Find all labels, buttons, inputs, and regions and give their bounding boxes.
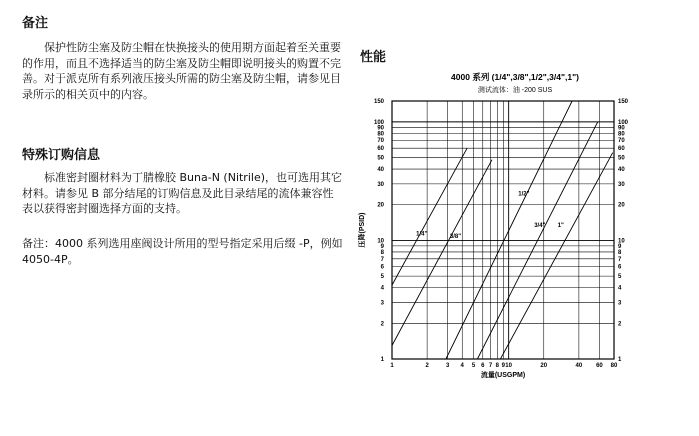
x-tick-label: 10 bbox=[505, 363, 512, 369]
x-tick-label: 80 bbox=[610, 363, 618, 369]
x-tick-label: 60 bbox=[596, 363, 603, 369]
y-tick-label: 4 bbox=[380, 285, 384, 292]
notes-title: 备注 bbox=[22, 16, 49, 31]
y-tick-label: 80 bbox=[377, 131, 384, 138]
y-tick-label-right: 4 bbox=[618, 285, 622, 292]
series-label: 3/4" bbox=[534, 222, 546, 229]
y-tick-label-right: 6 bbox=[618, 264, 622, 271]
series-line bbox=[392, 160, 492, 346]
y-tick-label-right: 9 bbox=[618, 243, 622, 250]
y-tick-label: 90 bbox=[377, 125, 384, 132]
y-tick-label-right: 7 bbox=[618, 256, 622, 263]
y-tick-label-right: 10 bbox=[618, 238, 625, 245]
x-axis-label: 流量(USGPM) bbox=[480, 372, 526, 379]
y-tick-label-right: 50 bbox=[618, 155, 625, 162]
y-tick-label-right: 80 bbox=[618, 131, 625, 138]
y-tick-label: 5 bbox=[380, 274, 384, 281]
y-tick-label: 6 bbox=[380, 264, 384, 271]
y-tick-label-right: 2 bbox=[618, 321, 622, 328]
x-tick-label: 3 bbox=[445, 363, 450, 369]
x-tick-label: 1 bbox=[390, 363, 394, 369]
series-label: 1/4" bbox=[416, 231, 428, 238]
x-tick-label: 9 bbox=[501, 363, 505, 369]
y-tick-label-right: 60 bbox=[618, 146, 625, 153]
y-tick-label-right: 20 bbox=[618, 202, 625, 209]
plot-frame bbox=[392, 101, 614, 359]
series-group bbox=[392, 101, 613, 359]
x-tick-label: 8 bbox=[495, 363, 500, 369]
y-tick-label-right: 3 bbox=[618, 300, 622, 307]
y-tick-label: 60 bbox=[377, 146, 384, 153]
chart-subtitle: 测试流体：油 -200 SUS bbox=[477, 87, 553, 94]
series-label: 1/2" bbox=[518, 191, 530, 198]
y-tick-label: 30 bbox=[377, 181, 384, 188]
y-tick-label: 20 bbox=[377, 202, 384, 209]
x-tick-label: 4 bbox=[460, 363, 464, 369]
chart-svg bbox=[352, 64, 699, 436]
y-tick-label-right: 40 bbox=[618, 167, 625, 174]
x-tick-label: 6 bbox=[481, 363, 485, 369]
y-tick-label: 1 bbox=[380, 357, 384, 363]
y-tick-label: 10 bbox=[377, 238, 384, 245]
y-tick-label: 150 bbox=[373, 99, 384, 105]
y-tick-label: 2 bbox=[380, 321, 384, 328]
y-tick-label-right: 5 bbox=[618, 274, 622, 281]
y-tick-label-right: 1 bbox=[618, 357, 622, 363]
series-label: 3/8" bbox=[449, 233, 462, 240]
y-tick-label: 8 bbox=[380, 249, 384, 256]
y-tick-label: 100 bbox=[373, 119, 384, 126]
y-tick-label: 50 bbox=[377, 155, 384, 162]
y-tick-label-right: 90 bbox=[618, 125, 625, 132]
y-tick-label-right: 30 bbox=[618, 181, 625, 188]
y-tick-label-right: 8 bbox=[618, 249, 622, 256]
y-tick-label: 7 bbox=[380, 256, 384, 263]
grid bbox=[392, 101, 614, 359]
y-tick-label-right: 150 bbox=[618, 99, 629, 105]
y-tick-label: 70 bbox=[377, 138, 384, 145]
series-line bbox=[392, 148, 467, 285]
y-tick-label: 9 bbox=[380, 243, 384, 250]
chart-title: 4000 系列 (1/4",3/8",1/2",3/4",1") bbox=[451, 72, 579, 82]
tick-labels bbox=[374, 99, 629, 369]
x-tick-label: 20 bbox=[540, 363, 548, 369]
series-label: 1" bbox=[557, 222, 564, 229]
x-tick-label: 5 bbox=[471, 363, 476, 369]
y-tick-label: 40 bbox=[377, 167, 384, 174]
model-remark: 备注：4000 系列选用座阀设计所用的型号指定采用后缀 -P，例如 4050-4P。 bbox=[22, 237, 343, 266]
pressure-drop-chart bbox=[352, 64, 699, 436]
performance-title: 性能 bbox=[360, 50, 387, 65]
x-tick-label: 7 bbox=[488, 363, 493, 369]
notes-body: 保护性防尘塞及防尘帽在快换接头的使用期方面起着至关重要的作用，而且不选择适当的防尘塞及防尘帽即说明接头的购置不完善。对于派克所有系列液压接头所需的防尘塞及防尘帽，请参见目录所示的相关页中的内容。 bbox=[22, 41, 341, 101]
special-order-title: 特殊订购信息 bbox=[22, 148, 101, 163]
y-axis-label: 压降(PSID) bbox=[359, 212, 366, 248]
y-tick-label-right: 70 bbox=[618, 138, 625, 145]
x-tick-label: 40 bbox=[575, 363, 583, 369]
y-tick-label: 3 bbox=[380, 300, 384, 307]
special-order-body: 标准密封圈材料为丁腈橡胶 Buna-N (Nitrile)，也可选用其它材料。请参见 B 部分结尾的订购信息及此目录结尾的流体兼容性表以获得密封圈选择方面的支持。 bbox=[22, 171, 343, 215]
y-tick-label-right: 100 bbox=[618, 119, 629, 126]
x-tick-label: 2 bbox=[425, 363, 429, 369]
